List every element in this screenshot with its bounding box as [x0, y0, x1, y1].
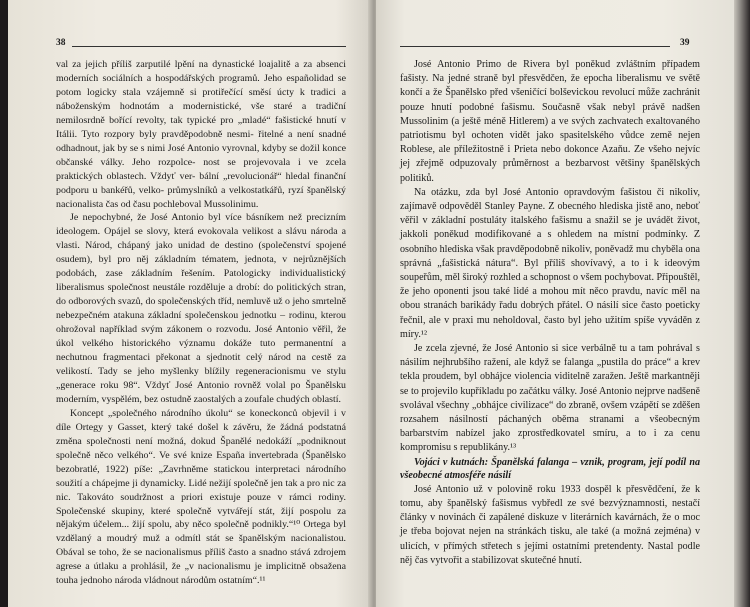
page-number-left: 38 — [56, 38, 66, 48]
paragraph: Je zcela zjevné, že José Antonio si sice verbálně tu a tam pohrával s násilím nejhrubšího ražení, ale když se falanga „pustila do práce“ a krev tekla proudem, byl obhájce violencia viditelně zaražen. Ještě markantněji se to projevilo kupříkladu po začátku války. José Antonio nejprve nadšeně svolával všechny „obhájce civilizace“ do zbraně, ovšem vzápětí se zděšen rozsahem násilností páchaných oběma stranami a všeobecným barbarstvím nabízel jako zprostředkovatel smíru, a to i za cenu kompromisu s republikány.¹³ — [400, 343, 700, 454]
section-heading: Vojáci v kutnách: Španělská falanga – vznik, program, její podíl na všeobecné atmosféře násilí — [400, 456, 700, 482]
page-number-right: 39 — [680, 38, 690, 48]
paragraph: José Antonio už v polovině roku 1933 dospěl k přesvědčení, že k tomu, aby španělský fašismus vybředl ze své bezvýznamnosti, nestačí články v novinách či zapálené diskuze v literárních kavárnách, že o moc je třeba bojovat nejen na stránkách tisku, ale také (a možná zejména) v ulicích, v přímých střetech s jejími ostatními pretendenty. Nastal podle něj čas vytvořit a stabilizovat skutečné hnutí. — [400, 483, 700, 566]
left-page-text — [56, 58, 346, 588]
header-rule-left — [72, 46, 346, 47]
paragraph: José Antonio Primo de Rivera byl poněkud zvláštním případem fašisty. Na jedné straně byl přesvědčen, že epocha liberalismu ve světě končí a že Španělsko před všeničící bolševickou revolucí může zachránit pouze hnutí podobné fašismu. Současně však nebyl právě nadšen Mussolinim (a ještě méně Hitlerem) a ve svých zachvatech exaltovaného patriotismu byl ochoten vidět jako spasitelského vůdce země nejen Roblese, ale příležitostně i Prieta nebo dokonce Azaňu. Ze všeho nejvíc jej zřejmě odpuzovaly průměrnost a bezbarvost většiny španělských politiků. — [400, 59, 700, 184]
paragraph: Je nepochybné, že José Antonio byl více básníkem než precizním ideologem. Opájel se slovy, která evokovala velikost a slávu národa a vlasti. Národ, chápaný jako unidad de destino (společenství spojené osudem), byl pro něj základním tématem, jednota, v nejrůznějších podobách, zase základním řešením. Patologicky individualistický liberalismus společnost neustále rozděluje a drobí: do politických stran, do odborových svazů, do společenských tříd, nemluvě už o jeho smrtelně nebezpečném atakuna základní společenskou jednotku – rodinu, kterou ohrožoval například svým zákonem o rozvodu. José Antonio věřil, že úkol velkého historického významu dokáže tuto permanentní a nechutnou fragmentaci překonat a sjednotit celý národ na cestě za velikostí. Tady se jeho myšlenky blížily regeneracionismu ve stylu „generace roku 98“. Vždyť José Antonio rovněž volal po Španělsku moderním, vyspělém, bez ostudně zaostalých a zoufale chudých oblastí. — [56, 212, 346, 405]
paragraph: Na otázku, zda byl José Antonio opravdovým fašistou či nikoliv, zajímavě odpověděl Stanley Payne. Z obecného hlediska jistě ano, neboť věřil v základní postuláty italského fašismu a snažil se je uvádět život, jakkoli poněkud modifikované a s ohledem na místní podmínky. Z osobního hlediska však pravděpodobně nikoliv, poněvadž mu chyběla ona správná „fašistická nátura“. Byl příliš shovívavý, a to i k ideovým soupeřům, měl široký rozhled a schopnost o všem pochybovat. Připouštěl, že jeho oponenti jsou také lidé a mohou mít něco pravdu, navíc měl na obou stranách barikády řadu dobrých přátel. O násilí sice často poeticky řečnil, ale v praxi mu neholdoval, často byl jeho užitím spíše vyváděn z míry.¹² — [400, 186, 700, 340]
paragraph: val za jejich příliš zarputilé lpění na dynastické loajalitě a za absenci moderních sociálních a hospodářských programů. Jeho españolidad se potom logicky stala vzájemně si protiřečící směsí úcty k tradici a náboženským hodnotám a modernistické, vše staré a tradiční nemilosrdně bořící revolty, tak typické pro „mladé“ fašistické hnutí v Itálii. Tyto rozpory byly pravděpodobně nesmi- řitelné a není snadné odhadnout, jak by se s nimi José Antonio vyrovnal, kdyby se dožil konce občanské války. Jeho rozpolce- nost se projevovala i ve zcela praktických oblastech. Vždyť ver- bální „revolucionář“ hledal finanční podporu u bankéřů, velko- průmyslníků a velkostatkářů, ryzí španělský nacionalista čas od času pochleboval Mussolinimu. — [56, 59, 346, 210]
page-edges — [734, 0, 750, 607]
left-page — [8, 0, 372, 607]
header-rule-right — [400, 46, 670, 47]
right-page — [376, 0, 734, 607]
paragraph: Koncept „společného národního úkolu“ se koneckonců objevil i v díle Ortegy y Gasset, který také došel k závěru, že žádná podstatná změna společnosti není možná, dokud Španělé nedokáží „podniknout společně něco velkého“. Ve své knize España invertebrada (Španělsko bezobratlé, 1922) píše: „Zavrhněme statickou interpretaci národního soužití a chápejme ji dynamicky. Lidé nežijí společně jen tak a pro nic za nic. Takováto soudržnost a priori existuje pouze v rámci rodiny. Společenské skupiny, které společně vytvářejí stát, žijí pospolu za nějakým účelem... žijí spolu, aby něco společně podnikly.“¹⁰ Ortega byl vzdělaný a moudrý muž a odmítl stát se španělským nacionalistou. Obával se toho, že se nacionalismus příliš často a snadno stává zdrojem agrese a útlaku a prohlásil, že „v nacionalismu je implicitně obsažena touha jednoho národa vládnout národům ostatním“.¹¹ — [56, 407, 346, 587]
right-page-text — [400, 58, 700, 568]
